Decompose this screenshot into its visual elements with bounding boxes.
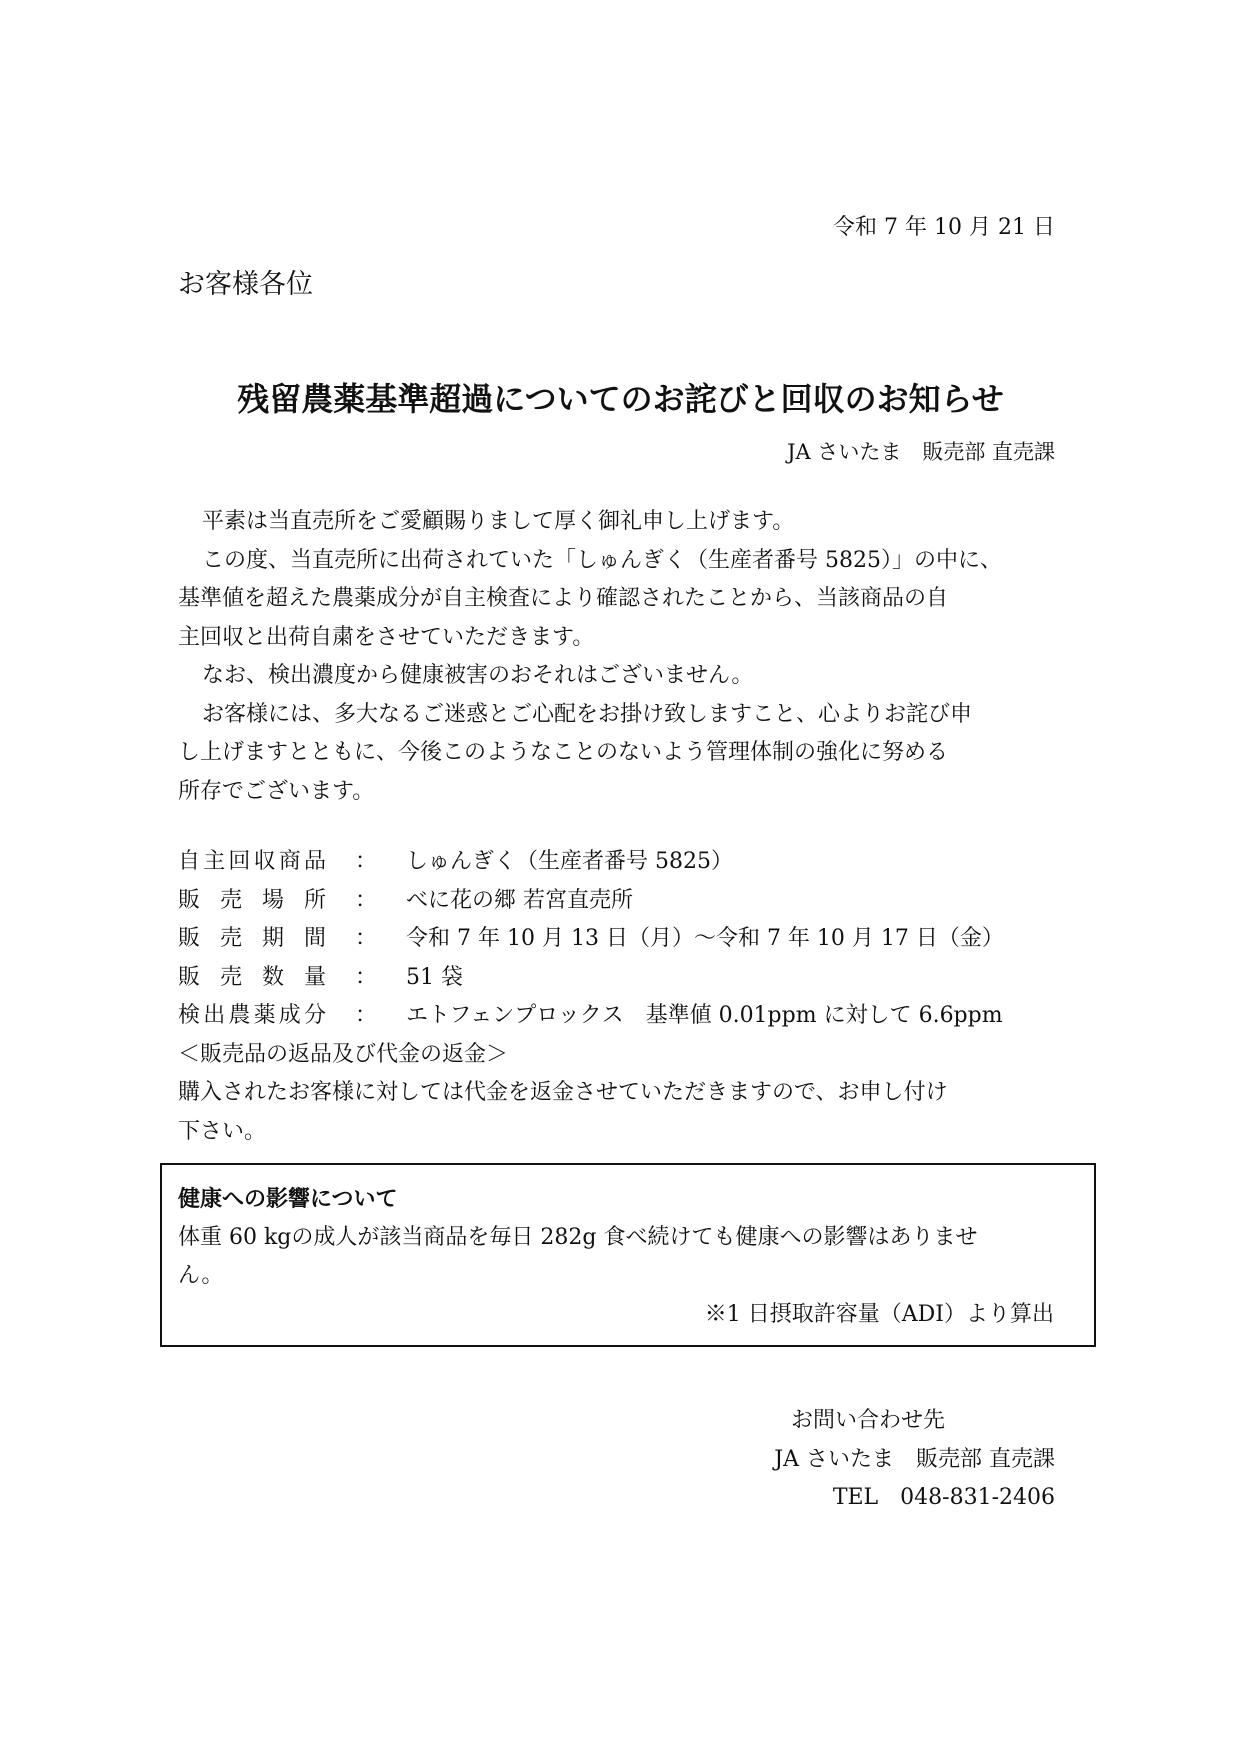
health-box-line: 体重 60 kgの成人が該当商品を毎日 282g 食べ続けても健康への影響はありませ bbox=[178, 1225, 978, 1250]
page-title: 残留農薬基準超過についてのお詫びと回収のお知らせ bbox=[237, 380, 1004, 418]
body-line: 基準値を超えた農薬成分が自主検査により確認されたことから、当該商品の自 bbox=[178, 586, 949, 611]
detail-colon: ： bbox=[354, 887, 377, 913]
label-char: 数 bbox=[261, 964, 284, 990]
detail-label bbox=[178, 920, 326, 959]
label-char: 期 bbox=[261, 926, 284, 951]
body-line: お客様には、多大なるご迷惑とご心配をお掛け致しますこと、心よりお詫び申 bbox=[202, 701, 973, 727]
detail-row-period bbox=[178, 920, 1078, 959]
label-char: 分 bbox=[303, 1003, 326, 1028]
detail-row-pesticide bbox=[178, 997, 1078, 1036]
label-char: 売 bbox=[219, 887, 242, 913]
label-char: 販 bbox=[178, 887, 201, 913]
label-char: 出 bbox=[203, 1003, 226, 1028]
health-box-line: ん。 bbox=[178, 1263, 224, 1288]
label-char: 場 bbox=[261, 887, 284, 913]
detail-label bbox=[178, 997, 326, 1036]
refund-line: 下さい。 bbox=[178, 1118, 267, 1144]
label-char: 検 bbox=[178, 1003, 201, 1028]
label-char: 販 bbox=[178, 926, 201, 951]
body-line: 所存でございます。 bbox=[178, 778, 375, 804]
label-char: 量 bbox=[303, 964, 326, 990]
detail-row-quantity bbox=[178, 959, 1078, 998]
label-char: 品 bbox=[303, 849, 326, 874]
label-char: 販 bbox=[178, 964, 201, 990]
label-char: 商 bbox=[278, 849, 301, 874]
detail-colon: ： bbox=[354, 926, 377, 951]
detail-colon: ： bbox=[354, 964, 377, 990]
contact-tel: TEL 048-831-2406 bbox=[832, 1485, 1055, 1510]
health-box-note: ※1 日摂取許容量（ADI）より算出 bbox=[704, 1302, 1054, 1327]
label-char: 間 bbox=[303, 926, 326, 951]
detail-value: 51 袋 bbox=[406, 964, 463, 990]
detail-row-location bbox=[178, 882, 1078, 921]
salutation: お客様各位 bbox=[178, 269, 313, 300]
detail-row-product bbox=[178, 843, 1078, 882]
label-char: 成 bbox=[278, 1003, 301, 1028]
label-char: 農 bbox=[228, 1003, 251, 1028]
label-char: 薬 bbox=[253, 1003, 276, 1028]
detail-value: しゅんぎく（生産者番号 5825） bbox=[406, 849, 733, 874]
detail-label bbox=[178, 882, 326, 921]
label-char: 自 bbox=[178, 849, 201, 874]
detail-label bbox=[178, 959, 326, 998]
detail-value: エトフェンプロックス 基準値 0.01ppm に対して 6.6ppm bbox=[406, 1003, 1003, 1028]
detail-label bbox=[178, 843, 326, 882]
health-box-title: 健康への影響について bbox=[178, 1186, 398, 1212]
detail-colon: ： bbox=[354, 1003, 377, 1028]
contact-org: JA さいたま 販売部 直売課 bbox=[774, 1446, 1055, 1472]
issuer: JA さいたま 販売部 直売課 bbox=[787, 440, 1055, 464]
contact-title: お問い合わせ先 bbox=[791, 1408, 946, 1433]
body-line: し上げますとともに、今後このようなことのないよう管理体制の強化に努める bbox=[178, 740, 949, 765]
recall-details bbox=[178, 843, 1078, 1151]
refund-text bbox=[178, 1074, 1078, 1151]
label-char: 収 bbox=[253, 849, 276, 874]
refund-heading: ＜販売品の返品及び代金の返金＞ bbox=[178, 1041, 509, 1067]
label-char: 所 bbox=[303, 887, 326, 913]
refund-line: 購入されたお客様に対しては代金を返金させていただきますので、お申し付け bbox=[178, 1080, 948, 1105]
label-char: 回 bbox=[228, 849, 251, 874]
notice-body bbox=[178, 503, 1058, 811]
body-line: 平素は当直売所をご愛顧賜りまして厚く御礼申し上げます。 bbox=[202, 509, 795, 534]
body-line: この度、当直売所に出荷されていた「しゅんぎく（生産者番号 5825）」の中に、 bbox=[202, 547, 1002, 573]
label-char: 売 bbox=[219, 926, 242, 951]
document-date: 令和 7 年 10 月 21 日 bbox=[833, 215, 1055, 240]
detail-value: 令和 7 年 10 月 13 日（月）～令和 7 年 10 月 17 日（金） bbox=[406, 926, 1004, 951]
detail-value: べに花の郷 若宮直売所 bbox=[406, 887, 633, 913]
detail-colon: ： bbox=[354, 849, 377, 874]
label-char: 売 bbox=[219, 964, 242, 990]
body-line: なお、検出濃度から健康被害のおそれはございません。 bbox=[202, 663, 754, 688]
contact-block bbox=[725, 1402, 1055, 1518]
body-line: 主回収と出荷自粛をさせていただきます。 bbox=[178, 624, 595, 650]
label-char: 主 bbox=[203, 849, 226, 874]
health-impact-box bbox=[160, 1163, 1096, 1347]
